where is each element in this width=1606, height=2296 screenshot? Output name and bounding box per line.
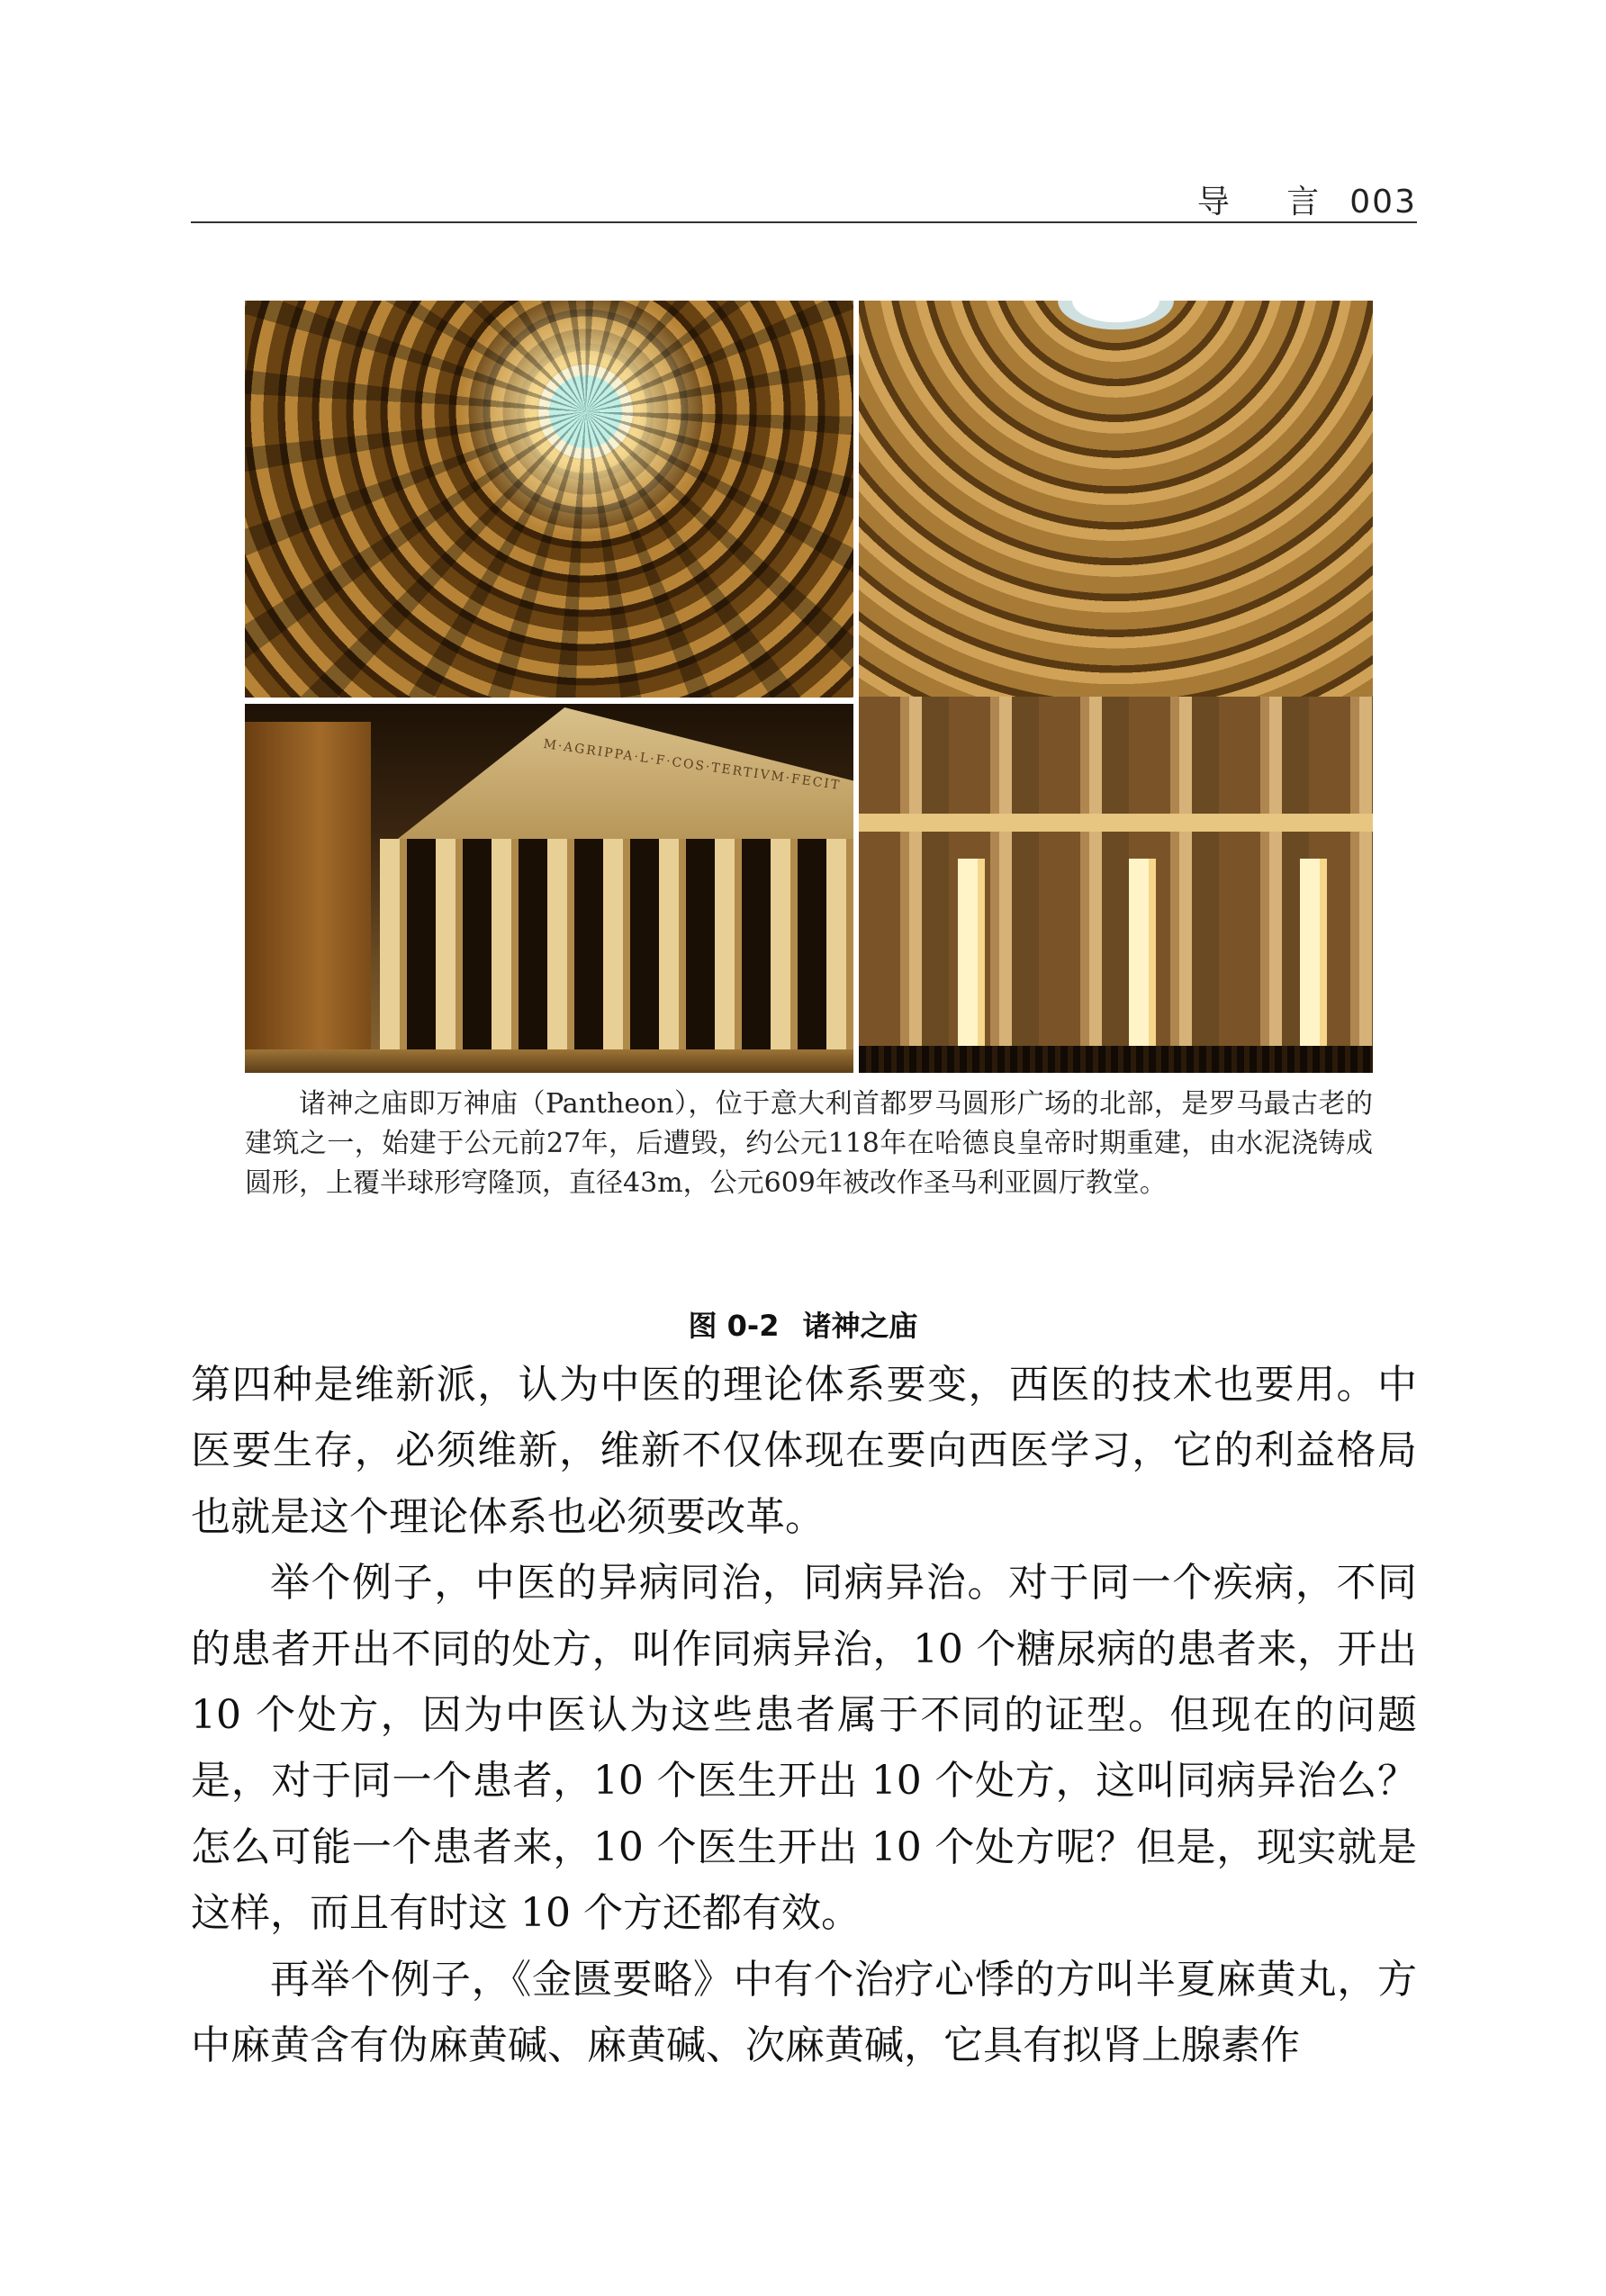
header-text (1197, 176, 1417, 222)
photo-pantheon-exterior (245, 704, 853, 1073)
photo-pantheon-interior (859, 301, 1373, 1073)
page-number: 003 (1349, 184, 1417, 221)
interior-columns (859, 859, 1373, 1073)
photo-dome-oculus (245, 301, 853, 698)
rotunda-drum (245, 722, 371, 1073)
running-header (191, 176, 1417, 223)
portico-colonnade (380, 839, 853, 1064)
plaza-ground (245, 1049, 853, 1073)
figure-name: 诸神之庙 (802, 1309, 918, 1343)
body-text (191, 1352, 1417, 2078)
figure-label: 图 0-2 (688, 1309, 780, 1343)
paragraph: 再举个例子，《金匮要略》中有个治疗心悸的方叫半夏麻黄丸，方中麻黄含有伪麻黄碱、麻黄碱、次麻黄碱，它具有拟肾上腺素作 (191, 1956, 1417, 2069)
chapter-title: 导 言 (1196, 184, 1343, 221)
paragraph: 第四种是维新派，认为中医的理论体系要变，西医的技术也要用。中医要生存，必须维新，维新不仅体现在要向西医学习，它的利益格局也就是这个理论体系也必须要改革。 (191, 1362, 1417, 1540)
paragraph: 举个例子，中医的异病同治，同病异治。对于同一个疾病，不同的患者开出不同的处方，叫作同病异治，10 个糖尿病的患者来，开出 10 个处方，因为中医认为这些患者属于不同的证型。但现在的问题是，对于同一个患者，10 个医生开出 10 个处方，这叫同病异治么？怎么可能一个患者来，10 个医生开出 10 个处方呢？但是，现实就是这样，而且有时这 10 个方还都有效。 (191, 1560, 1417, 1937)
visitor-crowd (859, 1046, 1373, 1073)
portico-inscription: M·AGRIPPA·L·F·COS·TERTIVM·FECIT (542, 736, 843, 794)
figure-title (0, 1303, 1606, 1345)
figure-caption: 诸神之庙即万神庙（Pantheon），位于意大利首都罗马圆形广场的北部，是罗马最古老的建筑之一，始建于公元前27年，后遭毁，约公元118年在哈德良皇帝时期重建，由水泥浇铸成圆形，上覆半球形穹隆顶，直径43m，公元609年被改作圣马利亚圆厅教堂。 (245, 1088, 1373, 1199)
